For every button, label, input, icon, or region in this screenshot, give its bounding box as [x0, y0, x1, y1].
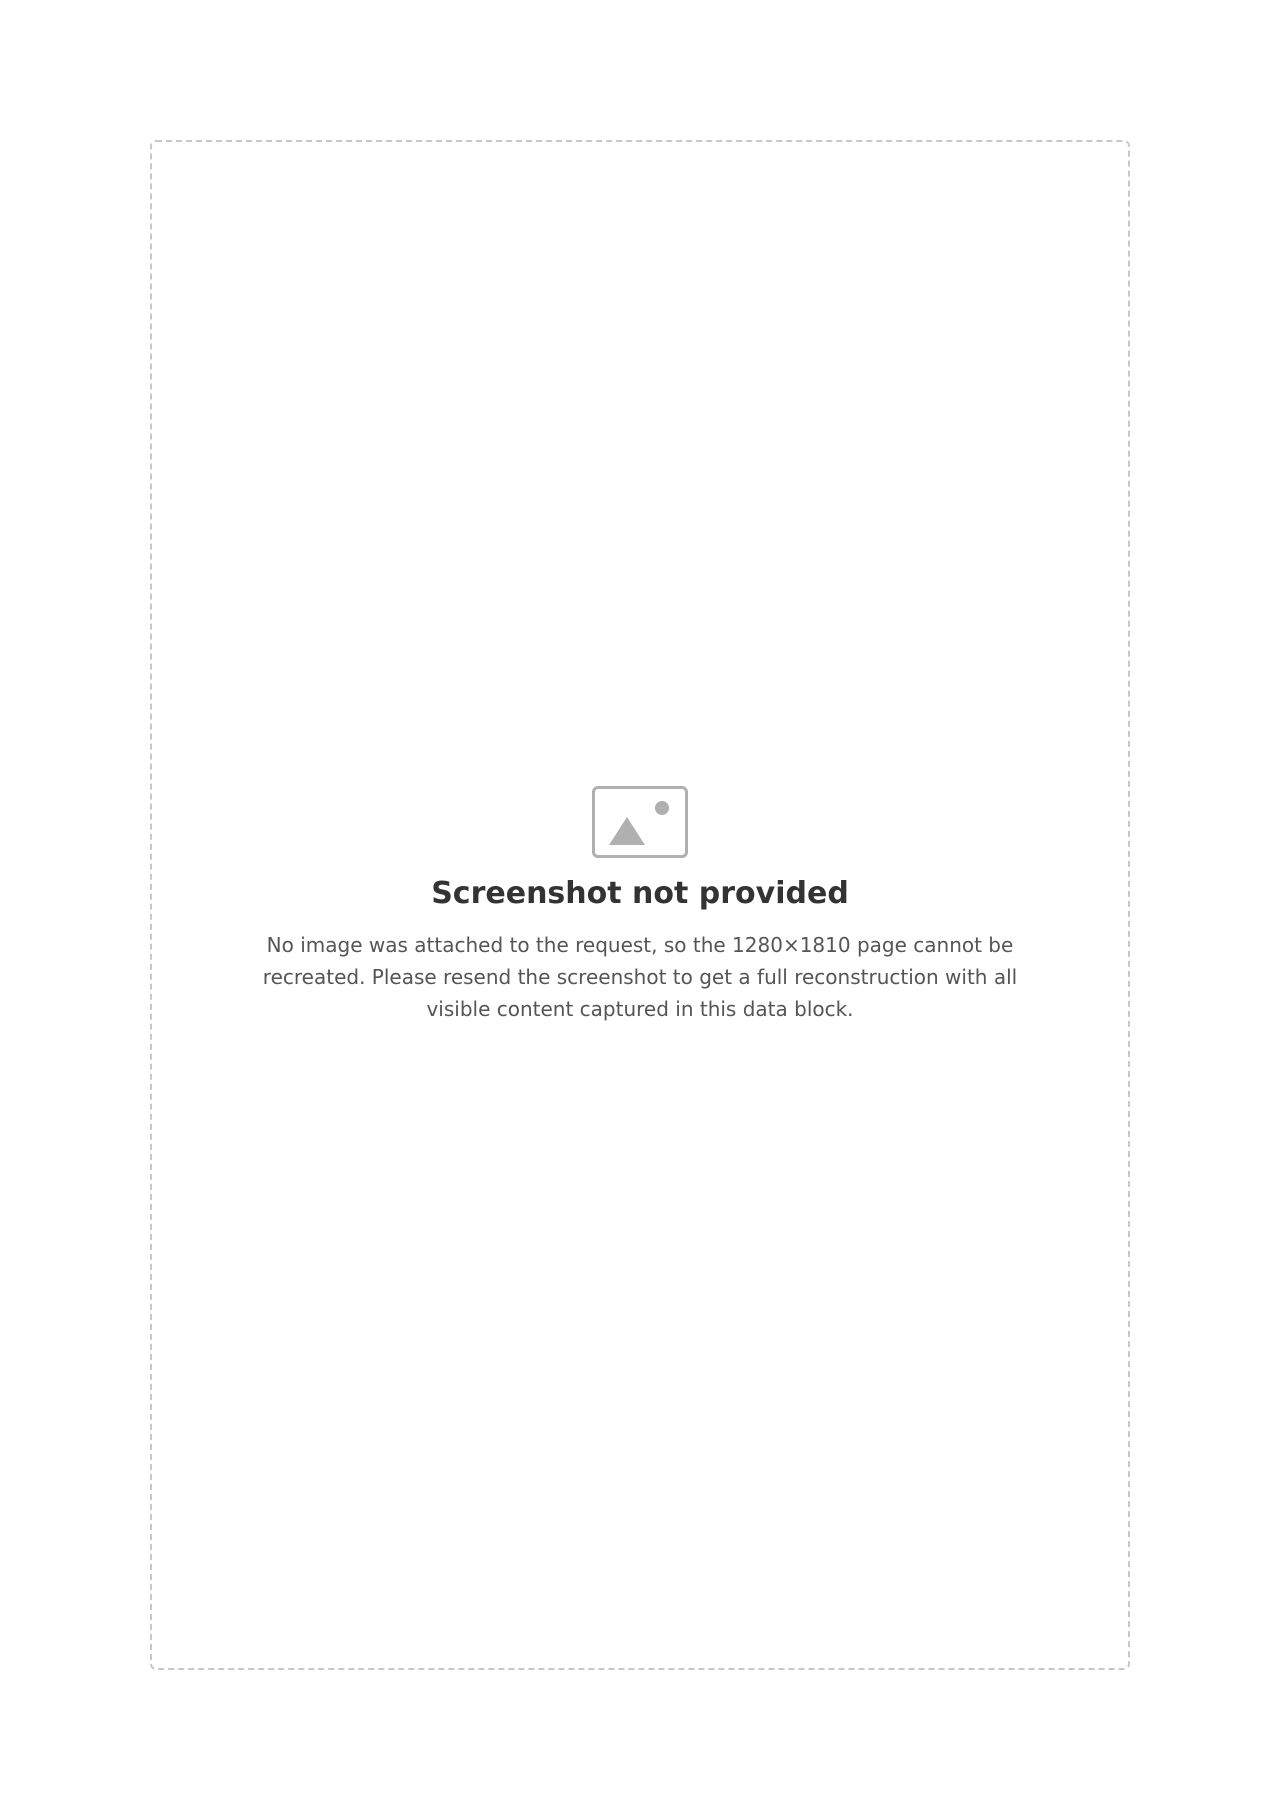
missing-image-placeholder — [150, 140, 1130, 1670]
image-placeholder-icon — [592, 786, 688, 858]
notice-message: No image was attached to the request, so the 1280×1810 page cannot be recreated. Please resend the screenshot to get a full reconstruction with all visible content captured in this data block. — [262, 932, 1018, 1021]
notice-title: Screenshot not provided — [431, 875, 849, 911]
